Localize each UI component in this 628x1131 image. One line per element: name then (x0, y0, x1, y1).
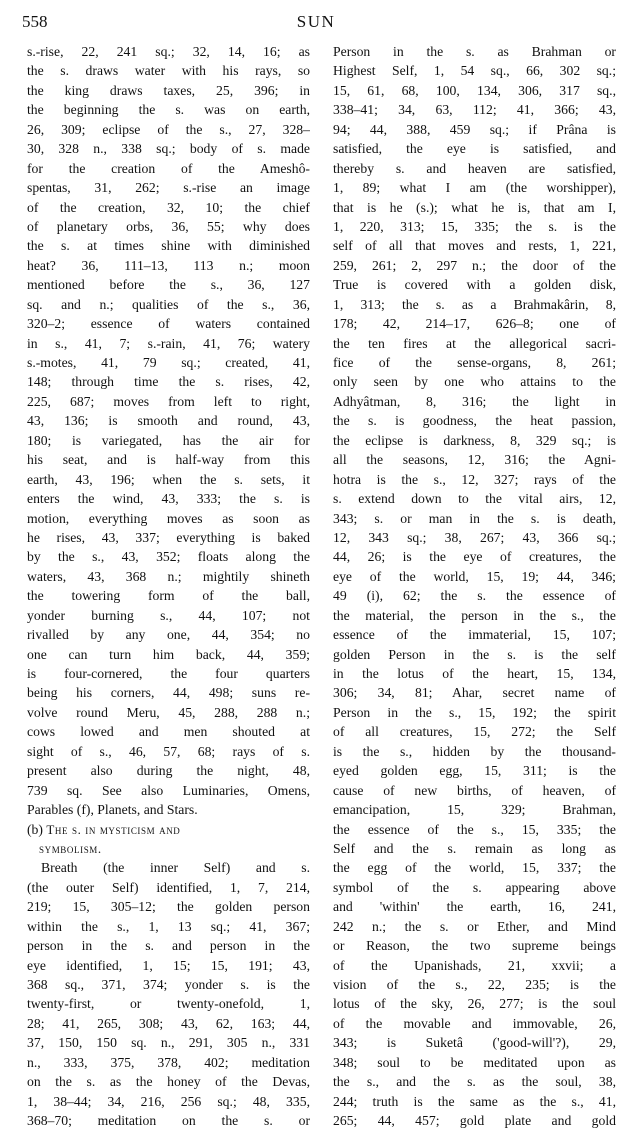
text-line: 219; 15, 305–12; the golden person (27, 899, 310, 915)
text-line: s.-rise, 22, 241 sq.; 32, 14, 16; as (27, 44, 310, 59)
text-line: Parables (f), Planets, and Stars. (27, 802, 198, 818)
text-line: 320–2; essence of waters contained (27, 316, 310, 332)
text-line: 1, 89; what I am (the worshipper), (333, 180, 616, 196)
text-line: in the lotus of the heart, 15, 134, (333, 666, 616, 681)
text-line: 1, 220, 313; 15, 335; the s. is the (333, 218, 616, 234)
text-line: self of all that moves and rests, 1, 221, (333, 238, 616, 254)
text-line: he rises, 43, 337; everything is baked (27, 529, 310, 545)
running-head: SUN (296, 12, 336, 31)
text-line: 26, 309; eclipse of the s., 27, 328– (27, 121, 310, 137)
text-line: that is he (s.); what he is, that am I, (333, 199, 616, 215)
text-line: n., 333, 375, 378, 402; meditation (27, 1054, 310, 1070)
section-label: (b) (27, 821, 43, 837)
section-heading-line-2 (27, 839, 310, 858)
text-line: essence of the immaterial, 15, 107; (333, 627, 616, 643)
text-line: eye of the world, 15, 19; 44, 346; (333, 568, 616, 584)
text-line: (the outer Self) identified, 1, 7, 214, (27, 879, 310, 895)
text-line: being his corners, 44, 498; suns re- (27, 685, 310, 701)
text-line: lotus of the sky, 26, 277; is the soul (333, 996, 616, 1012)
text-line: Adhyâtman, 8, 316; the light in (333, 393, 616, 409)
text-line: golden Person in the s. is the self (333, 646, 616, 662)
text-line: by the s., 43, 352; floats along the (27, 549, 310, 565)
text-line: eye identified, 1, 15; 15, 191; 43, (27, 957, 310, 973)
text-line: spentas, 31, 262; s.-rise an image (27, 180, 310, 196)
text-line: 37, 150, 150 sq. n., 291, 305 n., 331 (27, 1035, 310, 1051)
text-line: True is covered with a golden disk, (333, 277, 616, 293)
text-line: satisfied, the eye is satisfied, and (333, 141, 616, 157)
text-line: his seat, and is half-way from this (27, 452, 310, 468)
text-line: 739 sq. See also Luminaries, Omens, (27, 782, 310, 798)
section-title-line-1: The s. in mysticism and (46, 821, 181, 837)
text-line: 30, 328 n., 338 sq.; body of s. made (27, 141, 310, 157)
text-line: 265; 44, 457; gold plate and gold (333, 1113, 616, 1129)
text-line: 343; is Suketâ ('good-will'?), 29, (333, 1035, 616, 1051)
text-line: s. extend down to the vital airs, 12, (333, 491, 616, 507)
text-line: within the s., 1, 13 sq.; 41, 367; (27, 918, 310, 934)
section-heading-line-1 (27, 820, 310, 839)
text-line: enters the wind, 43, 333; the s. is (27, 491, 310, 507)
text-line: all the seasons, 12, 316; the Agni- (333, 452, 616, 468)
text-line: motion, everything moves as soon as (27, 510, 310, 526)
text-line: on the s. as the honey of the Devas, (27, 1074, 310, 1090)
text-line: the beginning the s. was on earth, (27, 102, 310, 118)
text-line: the essence of the s., 15, 335; the (333, 821, 616, 837)
text-line: the ten fires at the allegorical sacri- (333, 335, 616, 351)
left-entry-lines (27, 42, 310, 820)
text-line: 94; 44, 388, 459 sq.; if Prâna is (333, 121, 616, 137)
text-line: s.-motes, 41, 79 sq.; created, 41, (27, 355, 310, 370)
section-entry-lines (27, 858, 310, 1130)
text-line: waters, 43, 368 n.; mightily shineth (27, 568, 310, 584)
page-number: 558 (22, 12, 48, 31)
text-line: of the movable and immovable, 26, (333, 1015, 616, 1031)
text-line: of planetary orbs, 36, 55; why does (27, 218, 310, 234)
text-line: the egg of the world, 15, 337; the (333, 860, 616, 876)
text-line: 348; soul to be meditated upon as (333, 1054, 616, 1070)
text-line: 15, 61, 68, 100, 134, 306, 317 sq., (333, 82, 616, 98)
text-line: of the Upanishads, 21, xxvii; a (333, 957, 616, 973)
text-line: twenty-first, or twenty-onefold, 1, (27, 996, 310, 1012)
text-line: 180; is variegated, has the air for (27, 432, 310, 448)
text-line: eyed golden egg, 15, 311; is the (333, 763, 616, 779)
text-line: is the s., hidden by the thousand- (333, 743, 616, 759)
text-line: the s. draws water with his rays, so (27, 63, 310, 79)
right-entry-lines (333, 42, 616, 1131)
text-line: 368 sq., 371, 374; yonder s. is the (27, 977, 310, 992)
text-line: mentioned before the s., 36, 127 (27, 277, 310, 293)
text-line: 178; 42, 214–17, 626–8; one of (333, 316, 616, 332)
text-line: rivalled by any one, 44, 354; no (27, 627, 310, 643)
text-line: 306; 34, 81; Ahar, secret name of (333, 685, 616, 701)
text-line: 1, 313; the s. as a Brahmakârin, 8, (333, 296, 616, 312)
text-line: 148; through time the s. rises, 42, (27, 374, 310, 390)
text-line: 44, 26; is the eye of creatures, the (333, 549, 616, 565)
text-line: for the creation of the Ameshô- (27, 160, 310, 176)
text-line: the s. is goodness, the heat passion, (333, 413, 616, 429)
text-line: the eclipse is darkness, 8, 329 sq.; is (333, 432, 616, 448)
text-line: the s. at times shine with diminished (27, 238, 310, 254)
text-line: volve round Meru, 45, 288, 288 n.; (27, 704, 310, 720)
text-line: emancipation, 15, 329; Brahman, (333, 802, 616, 818)
text-line: the s., and the s. as the soul, 38, (333, 1074, 616, 1090)
text-line: 259, 261; 2, 297 n.; the door of the (333, 257, 616, 273)
text-line: 49 (i), 62; the s. the essence of (333, 588, 616, 604)
text-line: of the creation, 32, 10; the chief (27, 199, 310, 215)
text-line: the king draws taxes, 25, 396; in (27, 82, 310, 98)
text-line: in s., 41, 7; s.-rain, 41, 76; watery (27, 335, 310, 351)
text-line: sq. and n.; qualities of the s., 36, (27, 296, 310, 312)
text-line: is four-cornered, the four quarters (27, 666, 310, 681)
text-line: of all creatures, 15, 272; the Self (333, 724, 616, 740)
text-line: Highest Self, 1, 54 sq., 66, 302 sq.; (333, 63, 616, 79)
text-line: 244; truth is the same as the s., 41, (333, 1093, 616, 1109)
text-line: cows lowed and men shouted at (27, 724, 310, 740)
right-column (333, 42, 616, 1131)
left-column (27, 42, 310, 1131)
text-line: and 'within' the earth, 16, 241, (333, 899, 616, 915)
text-line: Person in the s., 15, 192; the spirit (333, 704, 616, 720)
text-line: Breath (the inner Self) and s. (41, 860, 310, 876)
page-header (22, 12, 610, 34)
text-line: the towering form of the ball, (27, 588, 310, 604)
text-line: earth, 43, 196; when the s. sets, it (27, 471, 310, 487)
text-line: 1, 38–44; 34, 216, 256 sq.; 48, 335, (27, 1093, 310, 1109)
section-title-line-2: symbolism. (39, 840, 102, 856)
text-line: 343; s. or man in the s. is death, (333, 510, 616, 526)
text-line: 338–41; 34, 63, 112; 41, 366; 43, (333, 102, 616, 118)
text-line: heat? 36, 111–13, 113 n.; moon (27, 257, 310, 273)
text-line: or Reason, the two supreme beings (333, 938, 616, 954)
text-line: 242 n.; the s. or Ether, and Mind (333, 918, 616, 934)
text-line: fice of the sense-organs, 8, 261; (333, 355, 616, 370)
text-line: 225, 687; moves from left to right, (27, 393, 310, 409)
text-line: only seen by one who attains to the (333, 374, 616, 390)
text-line: Person in the s. as Brahman or (333, 44, 616, 59)
text-line: person in the s. and person in the (27, 938, 310, 954)
text-line: vision of the s., 22, 235; is the (333, 977, 616, 992)
text-line: one can turn him back, 44, 359; (27, 646, 310, 662)
text-line: 368–70; meditation on the s. or (27, 1113, 310, 1129)
text-line: yonder burning s., 44, 107; not (27, 607, 310, 623)
text-line: symbol of the s. appearing above (333, 879, 616, 895)
text-line: sight of s., 46, 57, 68; rays of s. (27, 743, 310, 759)
text-line: the material, the person in the s., the (333, 607, 616, 623)
text-line: present also during the night, 48, (27, 763, 310, 779)
text-line: 43, 136; is smooth and round, 43, (27, 413, 310, 429)
text-line: 12, 343 sq.; 38, 267; 43, 366 sq.; (333, 529, 616, 545)
text-line: thereby s. and heaven are satisfied, (333, 160, 616, 176)
text-line: hotra is the s., 12, 327; rays of the (333, 471, 616, 487)
text-line: Self and the s. remain as long as (333, 840, 616, 856)
text-line: cause of new births, of heaven, of (333, 782, 616, 798)
text-line: 28; 41, 265, 308; 43, 62, 163; 44, (27, 1015, 310, 1031)
